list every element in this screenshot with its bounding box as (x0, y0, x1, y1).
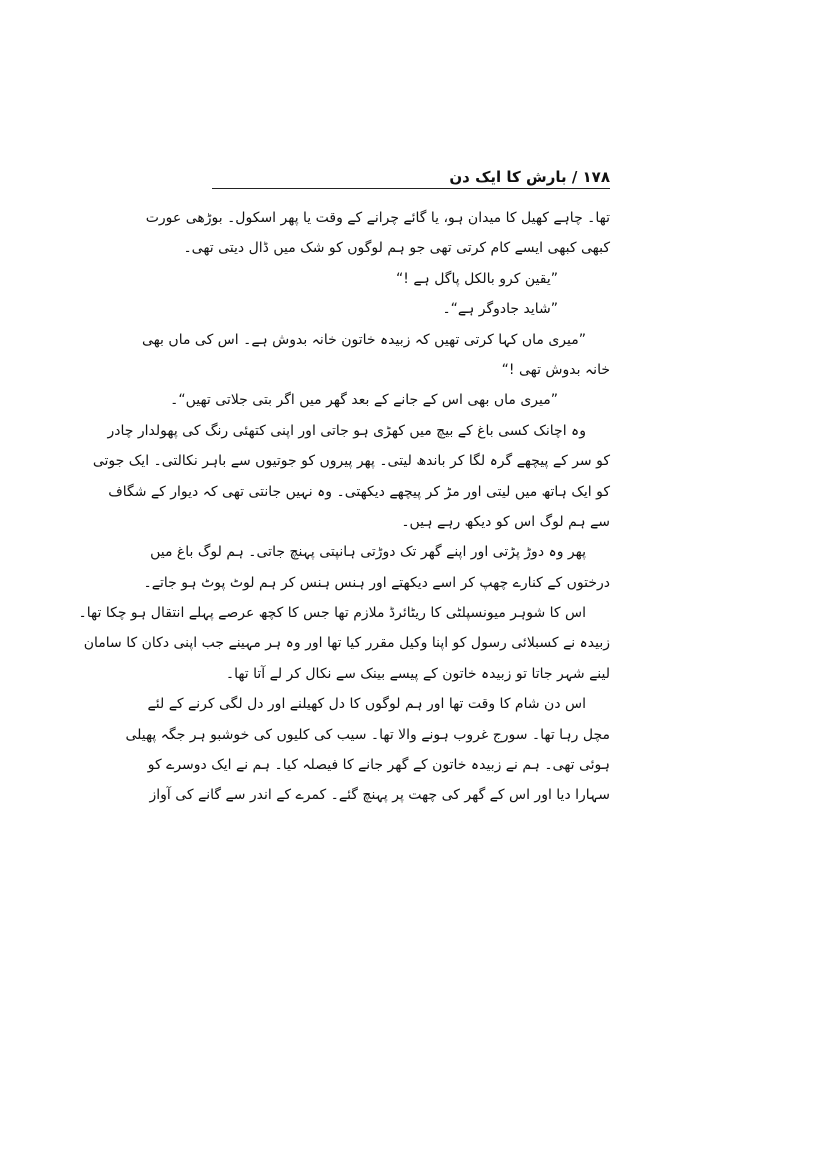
text-line: خانہ بدوش تھی !“ (501, 361, 610, 378)
text-line: تھا۔ چاہے کھیل کا میدان ہو، یا گائے چرانے کے وقت یا پھر اسکول۔ بوڑھی عورت (145, 210, 610, 226)
text-line: ”میری ماں بھی اس کے جانے کے بعد گھر میں اگر بتی جلاتی تھیں“۔ (170, 392, 558, 409)
running-head: ۱۷۸ / بارش کا ایک دن (449, 168, 610, 186)
text-line: درختوں کے کنارے چھپ کر اسے دیکھتے اور ہنس ہنس کر ہم لوٹ پوٹ ہو جاتے۔ (143, 574, 610, 591)
text-line: اس دن شام کا وقت تھا اور ہم لوگوں کا دل کھیلنے اور دل لگی کرنے کے لئے (147, 696, 586, 713)
text-line: ہوئی تھی۔ ہم نے زبیدہ خاتون کے گھر جانے کا فیصلہ کیا۔ ہم نے ایک دوسرے کو (147, 757, 610, 774)
text-line: سہارا دیا اور اس کے گھر کی چھت پر پہنچ گئے۔ کمرے کے اندر سے گانے کی آواز (149, 787, 610, 804)
text-line: سے ہم لوگ اس کو دیکھ رہے ہیں۔ (401, 513, 610, 530)
text-line: اس کا شوہر میونسپلٹی کا ریٹائرڈ ملازم تھا جس کا کچھ عرصے پہلے انتقال ہو چکا تھا۔ (78, 605, 586, 622)
text-line: کو ایک ہاتھ میں لیتی اور مڑ کر پیچھے دیکھتی۔ وہ نہیں جانتی تھی کہ دیوار کے شگاف (108, 483, 610, 500)
text-line: ”شاید جادوگر ہے“۔ (442, 301, 558, 318)
text-line: زبیدہ نے کسبلائی رسول کو اپنا وکیل مقرر کیا تھا اور وہ ہر مہینے جب اپنی دکان کا سامان (83, 635, 610, 652)
text-line: وہ اچانک کسی باغ کے بیچ میں کھڑی ہو جاتی اور اپنی کتھئی رنگ کی پھولدار چادر (107, 422, 586, 439)
text-line: ”میری ماں کہا کرتی تھیں کہ زبیدہ خاتون خانہ بدوش ہے۔ اس کی ماں بھی (141, 331, 586, 348)
body-text (78, 203, 610, 811)
text-line: لینے شہر جاتا تو زبیدہ خاتون کے پیسے بینک سے نکال کر لے آتا تھا۔ (225, 665, 610, 682)
text-line: ”یقین کرو بالکل پاگل ہے !“ (396, 270, 558, 287)
text-line: مچل رہا تھا۔ سورج غروب ہونے والا تھا۔ سیب کی کلیوں کی خوشبو ہر جگہ پھیلی (125, 726, 610, 743)
text-line: کبھی کبھی ایسے کام کرتی تھی جو ہم لوگوں کو شک میں ڈال دیتی تھی۔ (183, 240, 610, 257)
text-line: کو سر کے پیچھے گرہ لگا کر باندھ لیتی۔ پھر پیروں کو جوتیوں سے باہر نکالتی۔ ایک جوتی (92, 453, 610, 470)
header-rule (212, 188, 610, 189)
text-line: پھر وہ دوڑ پڑتی اور اپنے گھر تک دوڑتی ہانپتی پہنچ جاتی۔ ہم لوگ باغ میں (150, 544, 586, 561)
